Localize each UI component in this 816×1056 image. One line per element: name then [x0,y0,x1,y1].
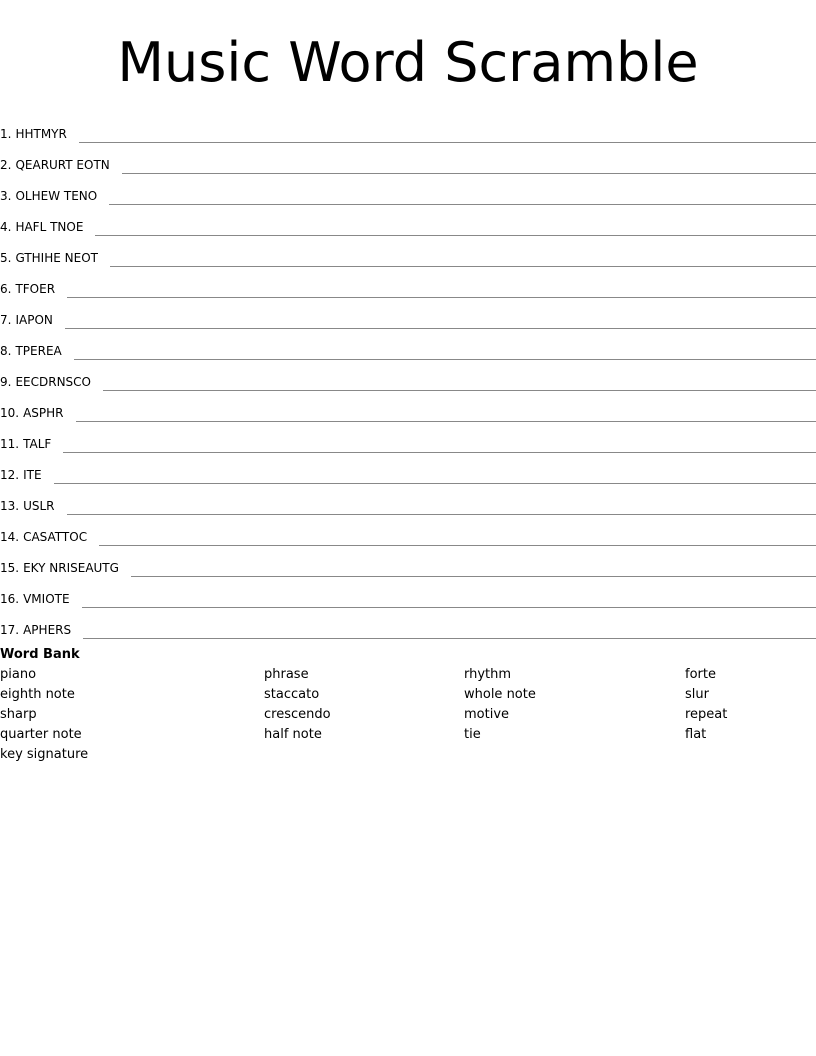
word-bank-item: repeat [685,707,728,722]
answer-line[interactable] [76,411,816,422]
answer-line[interactable] [74,349,816,360]
word-bank-item: whole note [464,687,536,702]
word-bank-item: phrase [264,667,309,682]
question-number: 2. [0,158,12,172]
answer-line[interactable] [131,566,816,577]
word-bank-item: slur [685,687,709,702]
word-bank-item: half note [264,727,322,742]
question-row [0,422,816,453]
question-number: 10. [0,406,20,420]
question-number: 4. [0,220,12,234]
scrambled-word: TFOER [15,282,56,296]
word-bank-item: eighth note [0,687,75,702]
scrambled-word: GTHIHE NEOT [15,251,98,265]
page-title: Music Word Scramble [117,31,699,94]
scrambled-word: VMIOTE [23,592,70,606]
question-number: 3. [0,189,12,203]
word-bank-item: staccato [264,687,320,702]
answer-line[interactable] [63,442,816,453]
answer-line[interactable] [95,225,816,236]
scrambled-word: ASPHR [23,406,64,420]
answer-line[interactable] [79,132,816,143]
answer-line[interactable] [109,194,816,205]
word-bank-item: piano [0,667,37,682]
answer-line[interactable] [110,256,816,267]
question-row [0,329,816,360]
scrambled-word: OLHEW TENO [15,189,98,203]
question-number: 17. [0,623,20,637]
question-number: 8. [0,344,12,358]
answer-line[interactable] [83,628,816,639]
word-bank-title: Word Bank [0,647,80,662]
question-number: 9. [0,375,12,389]
word-bank-item: motive [464,707,510,722]
question-row [0,143,816,174]
answer-line[interactable] [67,287,816,298]
question-row [0,453,816,484]
word-bank-item: rhythm [464,667,512,682]
scrambled-word: TALF [23,437,52,451]
question-row [0,484,816,515]
answer-line[interactable] [54,473,816,484]
word-bank-item: key signature [0,747,89,762]
answer-line[interactable] [67,504,816,515]
word-bank-item: quarter note [0,727,82,742]
question-number: 12. [0,468,20,482]
question-number: 1. [0,127,12,141]
question-row [0,298,816,329]
word-bank-item: sharp [0,707,37,722]
question-number: 6. [0,282,12,296]
scrambled-word: IAPON [15,313,53,327]
question-row [0,391,816,422]
question-row [0,236,816,267]
answer-line[interactable] [99,535,816,546]
word-bank-item: crescendo [264,707,331,722]
answer-line[interactable] [103,380,816,391]
question-row [0,112,816,143]
scrambled-word: HAFL TNOE [15,220,84,234]
question-row [0,174,816,205]
question-number: 13. [0,499,20,513]
question-number: 11. [0,437,20,451]
question-row [0,515,816,546]
question-row [0,205,816,236]
question-number: 7. [0,313,12,327]
question-row [0,577,816,608]
scrambled-word: CASATTOC [23,530,88,544]
scrambled-word: USLR [23,499,55,513]
scrambled-word: QEARURT EOTN [15,158,110,172]
question-row [0,546,816,577]
word-bank-item: forte [685,667,716,682]
question-row [0,608,816,639]
scrambled-word: APHERS [23,623,72,637]
question-list [0,112,816,639]
question-row [0,360,816,391]
word-bank [0,666,816,766]
scrambled-word: EKY NRISEAUTG [23,561,119,575]
question-number: 15. [0,561,20,575]
answer-line[interactable] [122,163,816,174]
scrambled-word: EECDRNSCO [15,375,91,389]
question-number: 16. [0,592,20,606]
scrambled-word: ITE [23,468,42,482]
question-number: 5. [0,251,12,265]
word-bank-item: flat [685,727,707,742]
question-number: 14. [0,530,20,544]
scrambled-word: TPEREA [15,344,62,358]
scrambled-word: HHTMYR [15,127,67,141]
question-row [0,267,816,298]
answer-line[interactable] [82,597,816,608]
answer-line[interactable] [65,318,816,329]
word-bank-item: tie [464,727,481,742]
